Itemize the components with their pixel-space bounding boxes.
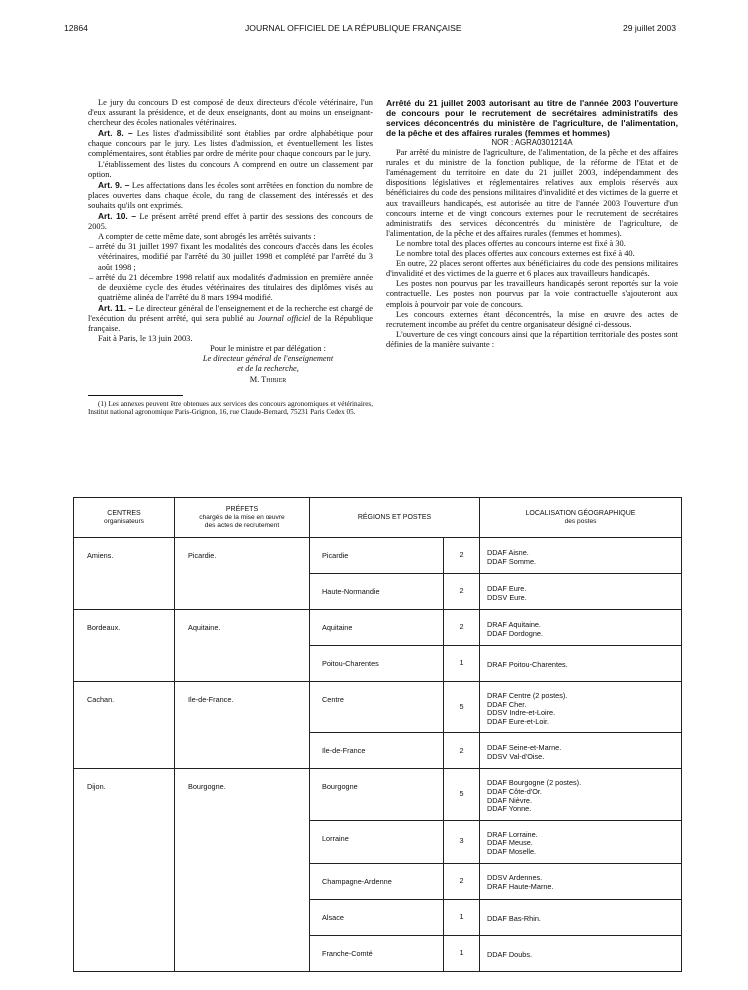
table-header-row xyxy=(74,498,682,538)
article-8 xyxy=(88,128,373,159)
localisation-line: DDSV Ardennes. xyxy=(487,873,543,883)
localisation-line: DRAF Poitou-Charentes. xyxy=(487,660,568,670)
journal-title: JOURNAL OFFICIEL DE LA RÉPUBLIQUE FRANÇAISE xyxy=(245,23,462,33)
nor-reference: NOR : AGRA0301214A xyxy=(491,138,573,147)
article-text: Les affectations dans les écoles sont arrêtées en fonction du nombre de places ouvertes dans chaque école, du rang de classement des intéressés et des souhaits qu'ils ont exprimés. xyxy=(88,180,373,210)
paragraph: Par arrêté du ministre de l'agriculture, de l'alimentation, de la pêche et des affaires rurales et du ministre de la fonction publique, de la réforme de l'Etat et de l'aménagement du territoire en date du 21 juillet 2003, indépendamment des dispositions législatives et réglementaires relatives aux emplois réservés aux bénéficiaires du code des pensions militaires d'invalidité et des victimes de la guerre et aux travailleurs handicapés, est autorisée au titre de l'année 2003 l'ouverture d'un concours interne et de vingt concours externes pour le recrutement de secrétaires administratifs des services déconcentrés du ministère de l'agriculture, de l'alimentation, de la pêche et des affaires rurales (femmes et hommes). xyxy=(386,148,678,238)
localisation-line: DDAF Cher. xyxy=(487,699,527,709)
postes-count-cell: 2 xyxy=(444,863,480,899)
paragraph: L'établissement des listes du concours A comprend en outre un classement par option. xyxy=(88,159,373,179)
region-cell: Haute-Normandie xyxy=(310,574,444,610)
localisation-line: DRAF Lorraine. xyxy=(487,829,538,839)
region-cell: Centre xyxy=(310,682,444,733)
postes-count-cell: 3 xyxy=(444,820,480,863)
header-sublabel: organisateurs xyxy=(104,517,144,525)
journal-name: Journal officiel xyxy=(257,313,311,323)
signature-line: Le directeur général de l'enseignement xyxy=(202,354,334,364)
paragraph: L'ouverture de ces vingt concours ainsi que la répartition territoriale des postes sont définies de la manière suivante : xyxy=(386,329,678,349)
centre-cell: Amiens. xyxy=(74,538,175,610)
signature-line: et de la recherche, xyxy=(237,364,299,374)
header-prefets xyxy=(175,498,310,538)
region-cell: Ile-de-France xyxy=(310,733,444,769)
postes-count-cell: 5 xyxy=(444,769,480,820)
localisation-line: DDAF Eure-et-Loir. xyxy=(487,716,550,726)
article-label: Art. 11. – xyxy=(98,302,134,313)
region-cell: Champagne-Ardenne xyxy=(310,863,444,899)
localisation-line: DDAF Moselle. xyxy=(487,846,537,856)
localisation-cell xyxy=(480,769,682,820)
footnote-rule xyxy=(88,395,183,396)
header-sublabel: des actes de recrutement xyxy=(204,521,280,529)
signatory-name: M. Thibier xyxy=(249,374,287,384)
centre-cell: Cachan. xyxy=(74,682,175,769)
header-localisation xyxy=(480,498,682,538)
localisation-cell xyxy=(480,863,682,899)
table-row xyxy=(74,538,682,574)
localisation-cell xyxy=(480,733,682,769)
list-item: – arrêté du 31 juillet 1997 fixant les modalités des concours d'accès dans les écoles vétérinaires, modifié par l'arrêté du 30 juillet 1998 et complété par l'arrêté du 3 août 1998 ; xyxy=(89,242,373,272)
article-text: Le présent arrêté prend effet à partir des sessions des concours de 2005. xyxy=(88,212,373,232)
localisation-line: DDAF Seine-et-Marne. xyxy=(487,743,562,753)
page-header xyxy=(0,0,748,40)
header-sublabel: des postes xyxy=(564,517,597,525)
list-item: – arrêté du 21 décembre 1998 relatif aux modalités d'admission en première année de deuxième cycle des études vétérinaires des titulaires des diplômes visés au quatrième alinéa de l'arrêté du 8 mars 1994 modifié. xyxy=(89,272,373,302)
postes-count-cell: 2 xyxy=(444,610,480,646)
region-cell: Aquitaine xyxy=(310,610,444,646)
prefet-cell: Picardie. xyxy=(175,538,310,610)
prefet-cell: Bourgogne. xyxy=(175,769,310,971)
localisation-line: DDSV Indre-et-Loire. xyxy=(487,708,556,718)
localisation-line: DDAF Côte-d'Or. xyxy=(487,786,542,796)
postes-count-cell: 2 xyxy=(444,733,480,769)
localisation-line: DDSV Val-d'Oise. xyxy=(487,751,545,761)
localisation-line: DRAF Haute-Marne. xyxy=(487,882,554,892)
prefet-cell: Aquitaine. xyxy=(175,610,310,682)
localisation-cell xyxy=(480,574,682,610)
localisation-line: DDAF Nièvre. xyxy=(487,795,533,805)
localisation-line: DDAF Eure. xyxy=(487,583,527,593)
localisation-line: DDAF Bourgogne (2 postes). xyxy=(487,778,582,788)
paragraph: Le jury du concours D est composé de deux directeurs d'école vétérinaire, l'un d'eux assurant la présidence, et de deux enseignants, dont au moins un enseignant-chercheur des écoles nationales vétérinaires. xyxy=(88,98,373,128)
header-regions: RÉGIONS ET POSTES xyxy=(310,498,480,538)
localisation-line: DDAF Meuse. xyxy=(487,838,533,848)
postes-count-cell: 1 xyxy=(444,899,480,935)
article-text: Le directeur général de l'enseignement et de la recherche est chargé de l'exécution du présent arrêté, qui sera publié au xyxy=(88,303,373,323)
prefet-cell: Ile-de-France. xyxy=(175,682,310,769)
left-column xyxy=(88,98,373,416)
decree-title: Arrêté du 21 juillet 2003 autorisant au titre de l'année 2003 l'ouverture de concours pour le recrutement de secrétaires administratifs des services déconcentrés du ministère de l'agriculture, de l'alimentation, de la pêche et des affaires rurales (femmes et hommes) xyxy=(386,98,678,138)
header-sublabel: chargés de la mise en œuvre xyxy=(199,513,285,521)
header-label: CENTRES xyxy=(107,509,141,517)
table-row xyxy=(74,682,682,733)
localisation-line: DDAF Aisne. xyxy=(487,547,529,557)
localisation-cell xyxy=(480,610,682,646)
article-11 xyxy=(88,303,373,334)
localisation-line: DDAF Bas-Rhin. xyxy=(487,913,541,923)
localisation-line: DRAF Centre (2 postes). xyxy=(487,691,568,700)
footnote: (1) Les annexes peuvent être obtenues aux services des concours agronomiques et vétérinaires, Institut national agronomique Paris-Grignon, 16, rue Claude-Bernard, 75231 Paris Cedex 05. xyxy=(88,399,373,417)
paragraph: En outre, 22 places seront offertes aux bénéficiaires du code des pensions militaires d'invalidité et des victimes de la guerre et 6 places aux travailleurs handicapés. xyxy=(386,259,678,279)
region-cell: Lorraine xyxy=(310,820,444,863)
paragraph: Le nombre total des places offertes aux concours externes est fixé à 40. xyxy=(396,249,635,259)
signature-line: Pour le ministre et par délégation : xyxy=(210,344,326,354)
header-label: LOCALISATION GÉOGRAPHIQUE xyxy=(525,509,636,517)
localisation-line: DDAF Somme. xyxy=(487,556,537,566)
localisation-cell xyxy=(480,682,682,733)
paragraph: Les concours externes étant déconcentrés, la mise en œuvre des actes de recrutement incombe au préfet du centre organisateur désigné ci-dessous. xyxy=(386,309,678,329)
region-cell: Poitou-Charentes xyxy=(310,646,444,682)
header-label: PRÉFETS xyxy=(225,505,259,513)
localisation-cell xyxy=(480,646,682,682)
localisation-cell xyxy=(480,538,682,574)
postes-count-cell: 1 xyxy=(444,646,480,682)
localisation-line: DDAF Dordogne. xyxy=(487,628,543,638)
article-label: Art. 10. – xyxy=(98,211,137,222)
article-label: Art. 9. – xyxy=(98,179,130,190)
localisation-cell xyxy=(480,899,682,935)
article-text: de la République française. xyxy=(88,313,374,334)
article-10 xyxy=(88,211,373,232)
paragraph: A compter de cette même date, sont abrogés les arrêtés suivants : xyxy=(98,232,316,242)
region-cell: Bourgogne xyxy=(310,769,444,820)
postes-count-cell: 2 xyxy=(444,538,480,574)
table-row xyxy=(74,610,682,646)
localisation-cell xyxy=(480,820,682,863)
localisation-line: DRAF Aquitaine. xyxy=(487,619,541,629)
localisation-line: DDAF Yonne. xyxy=(487,804,532,814)
right-column xyxy=(386,98,678,350)
page-number: 12864 xyxy=(64,23,88,33)
article-label: Art. 8. – xyxy=(98,128,133,139)
region-cell: Alsace xyxy=(310,899,444,935)
postes-table xyxy=(73,497,682,972)
table-row xyxy=(74,769,682,820)
article-text: Les listes d'admissibilité sont établies par ordre alphabétique pour chaque concours par le jury. Les listes d'admission, et éventuellement les listes complémentaires, sont établies par ordre de mérite pour chaque concours par le jury. xyxy=(88,129,373,159)
region-cell: Picardie xyxy=(310,538,444,574)
postes-count-cell: 2 xyxy=(444,574,480,610)
paragraph: Les postes non pourvus par les travailleurs handicapés seront reportés sur la voie contractuelle. Les postes non pourvus par la voie contractuelle s'ajouteront aux emplois à pourvoir par voie de concours. xyxy=(386,279,678,309)
centre-cell: Dijon. xyxy=(74,769,175,971)
localisation-line: DDAF Doubs. xyxy=(487,949,533,959)
localisation-line: DDSV Eure. xyxy=(487,592,527,602)
table-body xyxy=(74,538,682,972)
signature-place-date: Fait à Paris, le 13 juin 2003. xyxy=(98,334,193,344)
postes-count-cell: 5 xyxy=(444,682,480,733)
paragraph: Le nombre total des places offertes au concours interne est fixé à 30. xyxy=(396,238,626,248)
article-9 xyxy=(88,180,373,211)
centre-cell: Bordeaux. xyxy=(74,610,175,682)
issue-date: 29 juillet 2003 xyxy=(622,23,676,33)
postes-count-cell: 1 xyxy=(444,935,480,971)
localisation-cell xyxy=(480,935,682,971)
header-centres xyxy=(74,498,175,538)
signature-block xyxy=(88,344,373,384)
region-cell: Franche-Comté xyxy=(310,935,444,971)
